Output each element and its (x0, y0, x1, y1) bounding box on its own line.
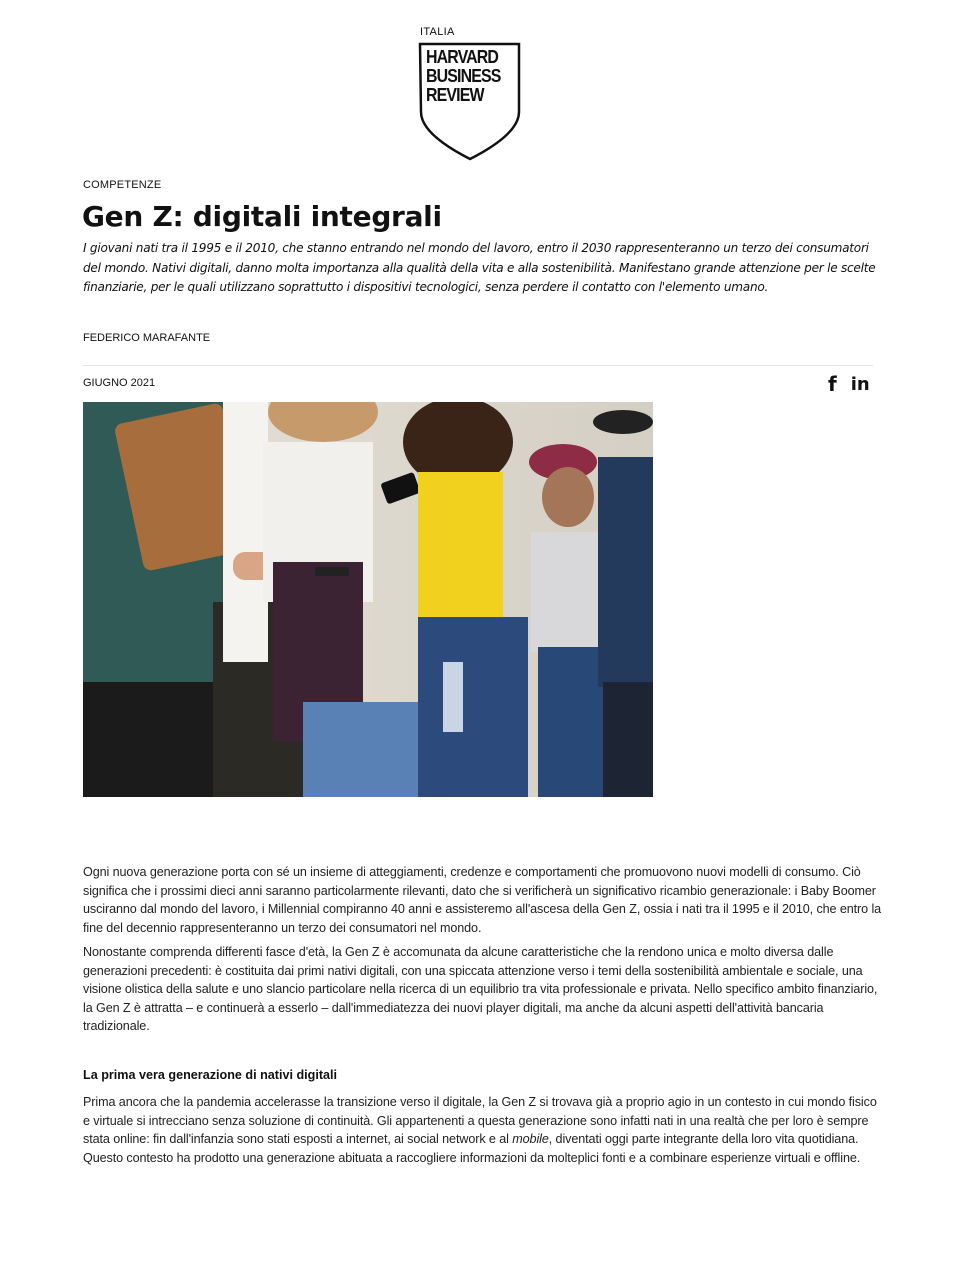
hbr-italia-logo[interactable] (418, 26, 524, 162)
logo-line-3: REVIEW (426, 84, 484, 105)
author-byline[interactable]: FEDERICO MARAFANTE (83, 332, 211, 344)
linkedin-icon[interactable]: in (850, 373, 870, 395)
paragraph-3-text-b: , diventati oggi parte integrante della loro vita quotidiana. Questo contesto ha prodotto una generazione abituata a raccogliere informazioni da molteplici fonti e a combinare esperienze virtuali e offline. (83, 1132, 861, 1165)
logo-wordmark (426, 47, 500, 104)
article-title: Gen Z: digitali integrali (82, 200, 442, 233)
paragraph-2: Nonostante comprenda differenti fasce d'età, la Gen Z è accomunata da alcune caratteristiche che la rendono unica e molto diversa dalle generazioni precedenti: è costituita dai primi nativi digitali, con una spiccata attenzione verso i temi della sostenibilità ambientale e sociale, una visione olistica della salute e uno slancio particolare nella ricerca di un equilibrio tra vita professionale e privata. Nello specifico ambito finanziario, la Gen Z è attratta – e continuerà a esserlo – dall'immediatezza dei nuovi player digitali, ma anche da alcuni aspetti dell'attività bancaria tradizionale. (83, 945, 878, 1033)
paragraph-1: Ogni nuova generazione porta con sé un insieme di atteggiamenti, credenze e comportamenti che promuovono nuovi modelli di consumo. Ciò significa che i prossimi dieci anni saranno particolarmente rilevanti, dato che si verificherà un significativo ricambio generazionale: i Baby Boomer usciranno dal mondo del lavoro, i Millennial compiranno 40 anni e assisteremo all'ascesa della Gen Z, ossia i nati tra il 1995 e il 2010, che entro la fine del decennio rappresenteranno un terzo dei consumatori nel mondo. (83, 865, 882, 935)
logo-line-2: BUSINESS (426, 65, 501, 86)
logo-line-1: HARVARD (426, 46, 499, 67)
article-lede: I giovani nati tra il 1995 e il 2010, che stanno entrando nel mondo del lavoro, entro il 2030 rappresenteranno un terzo dei consumatori del mondo. Nativi digitali, danno molta importanza alla qualità della vita e alla sostenibilità. Manifestano grande attenzione per le scelte finanziarie, per le quali utilizzano soprattutto i dispositivi tecnologici, senza perdere il contatto con l'elemento umano. (83, 241, 876, 294)
share-buttons (828, 372, 870, 396)
hero-photo-illustration (83, 402, 653, 797)
paragraph-3-text-a: Prima ancora che la pandemia accelerasse la transizione verso il digitale, la Gen Z si trovava già a proprio agio in un contesto in cui mondo fisico e virtuale si intrecciano senza soluzione di continuità. Gli appartenenti a questa generazione sono infatti nati in una realtà che per loro è sempre stata online: fin dall'infanzia sono stati esposti a internet, ai social network e al (83, 1095, 877, 1146)
hero-image (83, 402, 653, 797)
paragraph-3-italic: mobile (512, 1132, 549, 1146)
publish-date: GIUGNO 2021 (83, 377, 156, 389)
section-label[interactable]: COMPETENZE (83, 179, 162, 191)
divider (83, 365, 873, 366)
logo-country-label: ITALIA (420, 26, 455, 38)
facebook-icon[interactable]: f (828, 372, 837, 396)
paragraph-3 (83, 1093, 883, 1167)
section-subheading: La prima vera generazione di nativi digitali (83, 1068, 338, 1082)
